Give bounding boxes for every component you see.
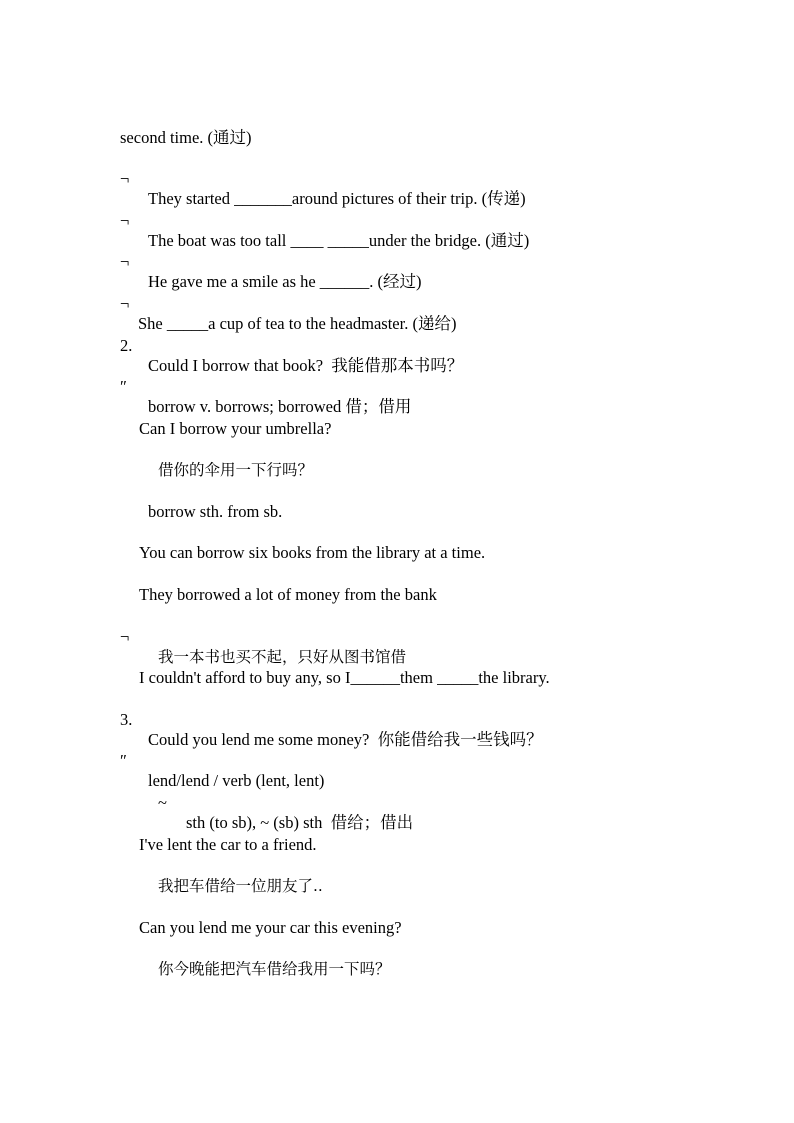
- bullet-marker: ¬: [120, 627, 130, 646]
- example-line: [0, 565, 437, 604]
- vocab-line: [0, 731, 325, 790]
- numbered-heading: [0, 690, 543, 749]
- exercise-line: [0, 607, 407, 666]
- example-line: [0, 482, 283, 521]
- item-number: 2.: [120, 336, 133, 355]
- bullet-marker: ¬: [120, 211, 130, 230]
- example-line: [0, 898, 402, 937]
- line-text: She _____a cup of tea to the headmaster. (递给): [138, 314, 457, 333]
- bullet-marker: ″: [120, 751, 127, 770]
- bullet-marker: ″: [120, 377, 127, 396]
- text-line: [0, 108, 252, 147]
- line-text: borrow sth. from sb.: [148, 502, 283, 521]
- line-text: You can borrow six books from the library at a time.: [139, 543, 486, 562]
- translation-line: [0, 939, 391, 978]
- line-text: borrow v. borrows; borrowed 借；借用: [148, 397, 412, 416]
- bullet-marker: ¬: [120, 294, 130, 313]
- line-text: They started _______around pictures of their trip. (传递): [148, 189, 526, 208]
- line-text: 借你的伞用一下行吗？: [158, 461, 314, 479]
- line-text: second time. (通过): [120, 128, 252, 147]
- item-number: 3.: [120, 710, 133, 729]
- line-text: I couldn't afford to buy any, so I______them _____the library.: [139, 668, 550, 687]
- bullet-marker: ¬: [120, 252, 130, 271]
- line-text: sth (to sb), ~ (sb) sth 借给；借出: [186, 813, 414, 832]
- line-text: 我把车借给一位朋友了..: [158, 877, 323, 895]
- line-text: lend/lend / verb (lent, lent): [148, 771, 325, 790]
- line-text: Could I borrow that book? 我能借那本书吗？: [148, 356, 464, 375]
- line-text: The boat was too tall ____ _____under the bridge. (通过): [148, 231, 530, 250]
- bullet-marker: ¬: [120, 169, 130, 188]
- line-text: Could you lend me some money? 你能借给我一些钱吗？: [148, 730, 543, 749]
- line-text: Can you lend me your car this evening?: [139, 918, 402, 937]
- line-text: They borrowed a lot of money from the bank: [139, 585, 437, 604]
- example-line: [0, 523, 486, 562]
- exercise-line: [0, 149, 526, 208]
- line-text: Can I borrow your umbrella?: [139, 419, 332, 438]
- tilde-marker: ~: [158, 793, 167, 812]
- line-text: 你今晚能把汽车借给我用一下吗？: [158, 960, 391, 978]
- translation-line: [0, 856, 323, 895]
- line-text: I've lent the car to a friend.: [139, 835, 317, 854]
- line-text: He gave me a smile as he ______. (经过): [148, 272, 422, 291]
- line-text: 我一本书也买不起，只好从图书馆借: [158, 648, 407, 666]
- translation-line: [0, 440, 314, 479]
